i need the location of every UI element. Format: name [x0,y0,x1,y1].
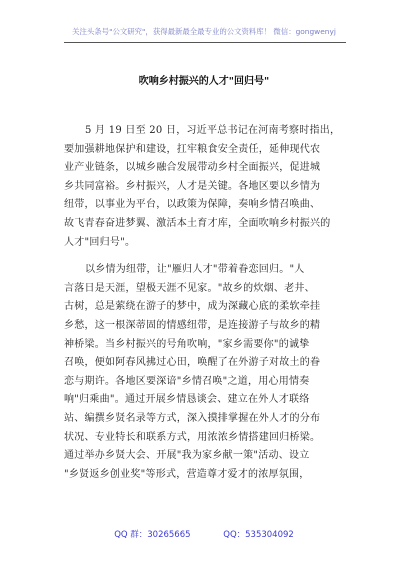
text-line: 恋与期许。各地区要深谙"乡情召唤"之道，用心用情奏 [64,375,310,387]
text-line: 要加强耕地保护和建设，扛牢粮食安全责任，延伸现代农 [64,143,321,155]
page-footer [0,528,408,540]
text-line: "乡贤返乡创业奖"等形式，营造尊才爱才的浓厚氛围， [64,468,310,480]
text-line: 以乡情为纽带，让"雁归人才"带着眷恋回归。"人 [85,264,305,276]
text-line: 响"归乘曲"。通过开展乡情恳谈会、建立在外人才联络 [64,394,310,406]
text-line: 古树，总是萦绕在游子的梦中，成为深藏心底的柔软牵挂 [64,301,321,313]
text-line: 站、编撰乡贤名录等方式，深入摸排掌握在外人才的分布 [64,412,321,424]
text-line: 召唤，便如阿春风拂过心田，唤醒了在外游子对故土的眷 [64,357,321,369]
paragraph-spacer [64,252,349,261]
text-line: 纽带，以事业为平台，以政策为保障，奏响乡情召唤曲、 [64,199,321,211]
paragraph-2 [64,261,349,484]
text-line: 乡愁，这一根深蒂固的情感纽带，是连接游子与故乡的精 [64,319,321,331]
text-line: 通过举办乡贤大会、开展"我为家乡献一策"活动、设立 [64,450,310,462]
paragraph-1 [64,122,349,252]
qq-group-number: QQ 群：30265665 [114,530,191,540]
text-line: 人才"回归号"。 [64,236,136,248]
text-line: 业产业链条，以城乡融合发展带动乡村全面振兴，促进城 [64,162,321,174]
text-line: 乡共同富裕。乡村振兴，人才是关键。各地区要以乡情为 [64,180,321,192]
text-line: 言落日是天涯，望极天涯不见家。"故乡的炊烟、老井、 [64,282,315,294]
header-divider [64,42,346,43]
text-line: 5 月 19 日至 20 日，习近平总书记在河南考察时指出， [85,125,341,136]
text-line: 神桥梁。当乡村振兴的号角吹响，"家乡需要你"的诚挚 [64,338,310,350]
document-title: 吹响乡村振兴的人才"回归号" [138,76,270,87]
text-line: 状况、专业特长和联系方式，用浓浓乡情搭建回归桥梁。 [64,431,321,443]
document-body [64,122,349,484]
page-header [0,0,408,62]
qq-contact-number: QQ：535304092 [223,530,294,540]
text-line: 故飞青春奋进梦翼、激活本土育才库，全面吹响乡村振兴的 [64,217,331,229]
header-notice: 关注头条号"公文研究"，获得最新最全最专业的公文资料库！ 微信：gongwenyj [72,27,336,36]
